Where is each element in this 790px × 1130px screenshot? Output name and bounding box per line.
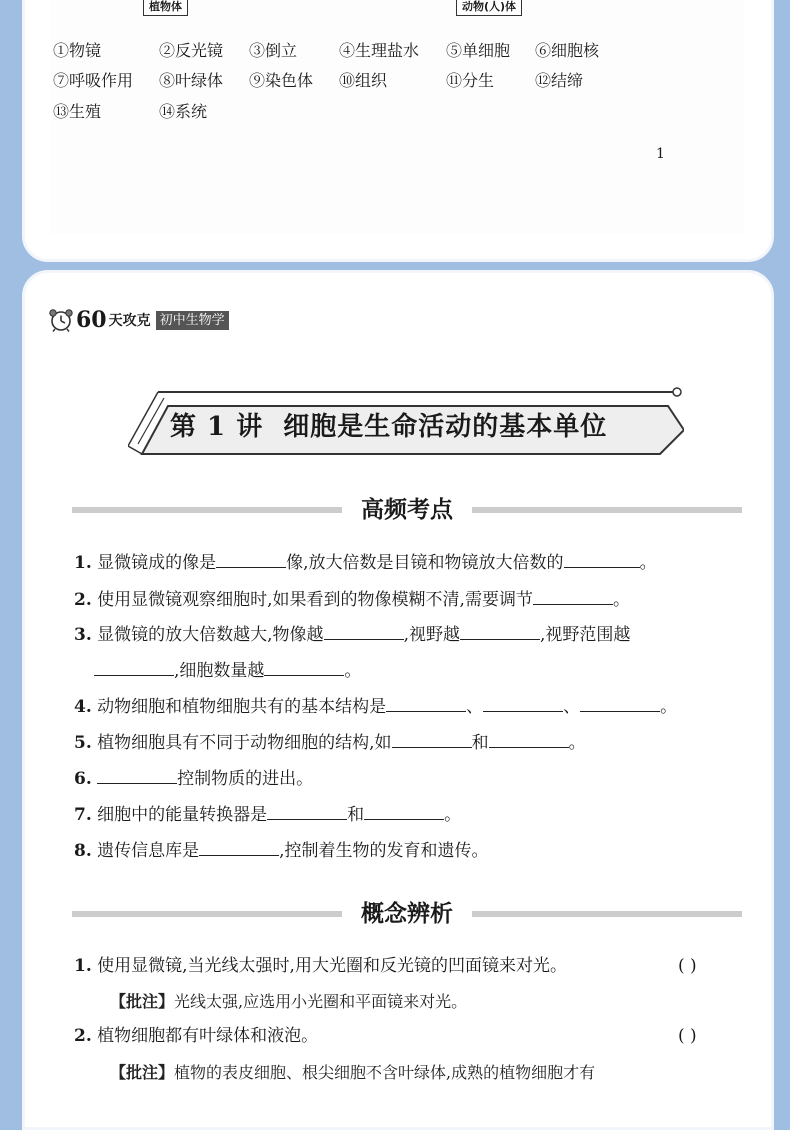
- note-text: 植物的表皮细胞、根尖细胞不含叶绿体,成熟的植物细胞才有: [174, 1063, 596, 1082]
- question-text: 植物细胞具有不同于动物细胞的结构,如: [97, 733, 392, 753]
- answer-blank[interactable]: [267, 801, 347, 820]
- question-text: 。: [612, 590, 630, 610]
- term-item: ②反光镜: [159, 41, 224, 60]
- annotation-note: [110, 990, 467, 1014]
- question-number: 2.: [74, 1026, 92, 1046]
- answer-blank[interactable]: [216, 549, 286, 568]
- lesson-title-text: 细胞是生命活动的基本单位: [283, 412, 608, 442]
- answer-blank[interactable]: [386, 693, 466, 712]
- answer-blank[interactable]: [324, 621, 404, 640]
- subject-label: 初中生物学: [156, 311, 229, 330]
- question-text: 遗传信息库是: [97, 841, 200, 861]
- lesson-title: [170, 408, 607, 446]
- term-item: ⑩组织: [339, 71, 388, 90]
- book-header: [48, 306, 229, 334]
- question-text: 使用显微镜,当光线太强时,用大光圈和反光镜的凹面镜来对光。: [97, 956, 567, 976]
- plant-body-tag: 植物体: [143, 0, 188, 16]
- question-text: 植物细胞都有叶绿体和液泡。: [97, 1026, 319, 1046]
- question-text: 。: [639, 553, 657, 573]
- answer-blank[interactable]: [580, 693, 660, 712]
- question-text: 。: [660, 697, 678, 717]
- term-item: ⑧叶绿体: [159, 71, 224, 90]
- question-item: [74, 586, 630, 612]
- question-number: 2.: [74, 590, 92, 610]
- term-item: ⑬生殖: [53, 102, 102, 121]
- question-number: 3.: [74, 625, 92, 645]
- question-text: 、: [466, 697, 484, 717]
- question-text: ,视野范围越: [539, 625, 631, 645]
- question-number: 1.: [74, 956, 92, 976]
- term-item: ③倒立: [249, 41, 298, 60]
- term-item: ⑫结缔: [535, 71, 584, 90]
- question-item: [74, 693, 677, 719]
- section-heading-high-frequency: [72, 495, 742, 525]
- question-text: 。: [568, 733, 586, 753]
- question-text: 显微镜的放大倍数越大,物像越: [97, 625, 324, 645]
- answer-blank[interactable]: [94, 657, 174, 676]
- question-text: 显微镜成的像是: [97, 553, 217, 573]
- brand-number: 60: [76, 307, 107, 333]
- question-text: 和: [471, 733, 489, 753]
- answer-blank[interactable]: [264, 657, 344, 676]
- concept-item: [74, 954, 567, 978]
- question-item: [74, 621, 630, 647]
- page-number: 1: [656, 146, 665, 162]
- question-text: 控制物质的进出。: [177, 769, 314, 789]
- term-item: ⑦呼吸作用: [53, 71, 134, 90]
- term-item: ④生理盐水: [339, 41, 420, 60]
- answer-blank[interactable]: [483, 693, 563, 712]
- question-text: ,视野越: [403, 625, 460, 645]
- annotation-note: [110, 1061, 595, 1085]
- question-number: 5.: [74, 733, 92, 753]
- question-text: ,控制着生物的发育和遗传。: [279, 841, 489, 861]
- question-item: [74, 837, 489, 863]
- section-heading-concept-analysis: [72, 899, 742, 929]
- answer-blank[interactable]: [364, 801, 444, 820]
- answer-blank[interactable]: [489, 729, 569, 748]
- question-text: 和: [347, 805, 365, 825]
- concept-item: [74, 1024, 318, 1048]
- animal-body-tag: 动物(人)体: [456, 0, 522, 16]
- section-divider: [472, 911, 742, 917]
- brand-text: 天攻克: [108, 313, 151, 329]
- question-text: 、: [563, 697, 581, 717]
- note-label: 【批注】: [110, 992, 175, 1011]
- note-label: 【批注】: [110, 1063, 175, 1082]
- question-number: 4.: [74, 697, 92, 717]
- section-title: 高频考点: [361, 496, 453, 523]
- section-divider: [72, 911, 342, 917]
- top-page-paper: [51, 0, 744, 234]
- question-text: 像,放大倍数是目镜和物镜放大倍数的: [286, 553, 564, 573]
- note-text: 光线太强,应选用小光圈和平面镜来对光。: [174, 992, 468, 1011]
- term-item: ⑥细胞核: [535, 41, 600, 60]
- question-item: [74, 729, 586, 755]
- question-text: 细胞中的能量转换器是: [97, 805, 268, 825]
- question-item: [74, 765, 313, 791]
- question-text: 动物细胞和植物细胞共有的基本结构是: [97, 697, 387, 717]
- alarm-clock-icon: [48, 308, 74, 332]
- question-item: [74, 549, 657, 575]
- answer-blank[interactable]: [460, 621, 540, 640]
- answer-blank[interactable]: [564, 549, 640, 568]
- answer-blank[interactable]: [199, 837, 279, 856]
- term-item: ⑭系统: [159, 102, 208, 121]
- term-item: ①物镜: [53, 41, 102, 60]
- question-number: 6.: [74, 769, 92, 789]
- term-item: ⑪分生: [446, 71, 495, 90]
- answer-blank[interactable]: [392, 729, 472, 748]
- lesson-number: 第 1 讲: [170, 412, 264, 442]
- section-divider: [72, 507, 342, 513]
- question-item: [74, 801, 461, 827]
- question-number: 1.: [74, 553, 92, 573]
- answer-parentheses[interactable]: ( ): [678, 1026, 697, 1046]
- term-item: ⑨染色体: [249, 71, 314, 90]
- question-text: 使用显微镜观察细胞时,如果看到的物像模糊不清,需要调节: [97, 590, 533, 610]
- question-text: 。: [344, 661, 362, 681]
- answer-parentheses[interactable]: ( ): [678, 956, 697, 976]
- question-number: 7.: [74, 805, 92, 825]
- section-divider: [472, 507, 742, 513]
- question-text: ,细胞数量越: [174, 661, 265, 681]
- answer-blank[interactable]: [97, 765, 177, 784]
- question-continuation: [94, 657, 361, 683]
- question-text: 。: [444, 805, 462, 825]
- question-number: 8.: [74, 841, 92, 861]
- term-item: ⑤单细胞: [446, 41, 511, 60]
- answer-blank[interactable]: [533, 586, 613, 605]
- section-title: 概念辨析: [361, 900, 453, 927]
